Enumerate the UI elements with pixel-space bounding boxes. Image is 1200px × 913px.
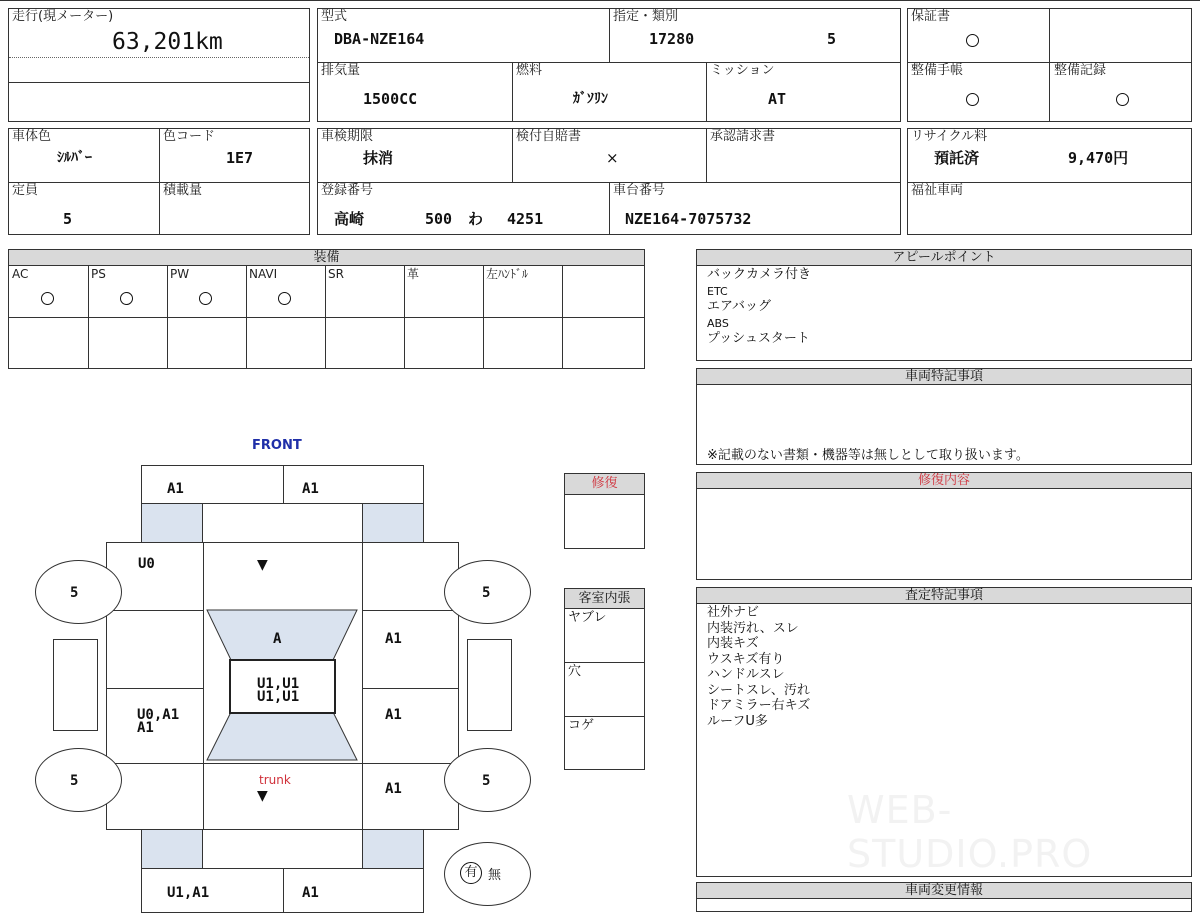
transmission-label: ミッション bbox=[710, 63, 775, 78]
rear-left-pillar bbox=[141, 829, 203, 869]
right-front-door-grade: A1 bbox=[385, 631, 402, 647]
appeal-line: バックカメラ付き bbox=[707, 267, 812, 282]
divider bbox=[1049, 9, 1050, 121]
designation-value-1: 17280 bbox=[649, 30, 695, 48]
divider bbox=[318, 62, 900, 63]
repair-detail-title: 修復内容 bbox=[697, 473, 1191, 489]
equipment-item-label: PW bbox=[170, 267, 190, 281]
body-color-label: 車体色 bbox=[12, 129, 52, 144]
front-right-grade: A1 bbox=[302, 481, 319, 497]
repair-label: 修復 bbox=[565, 474, 644, 495]
divider bbox=[363, 610, 459, 611]
dotted-divider bbox=[9, 57, 309, 58]
top-edge bbox=[0, 0, 1200, 1]
tire-rear-left bbox=[35, 748, 122, 812]
registration-kana: わ bbox=[468, 210, 484, 228]
maint-record-label: 整備記録 bbox=[1054, 63, 1107, 78]
recycle-label: リサイクル料 bbox=[911, 129, 988, 144]
roof-grade-2: U1,U1 bbox=[257, 689, 300, 705]
roof-grade: U1,U1 bbox=[257, 676, 300, 692]
repair-box bbox=[564, 473, 645, 549]
divider bbox=[706, 129, 707, 182]
equipment-item-label: NAVI bbox=[249, 267, 278, 281]
equipment-circle-icon bbox=[278, 292, 291, 305]
color-box bbox=[8, 128, 310, 235]
interior-title: 客室内張 bbox=[565, 589, 644, 609]
appeal-line: プッシュスタート bbox=[707, 331, 810, 346]
divider bbox=[203, 543, 204, 829]
designation-label: 指定・類別 bbox=[613, 9, 679, 24]
rear-right-pillar bbox=[362, 829, 424, 869]
hood-top bbox=[202, 503, 363, 543]
equipment-circle-icon bbox=[199, 292, 212, 305]
chassis-label: 車台番号 bbox=[613, 183, 666, 198]
roof-front-grade: A bbox=[273, 631, 282, 647]
equipment-item-label: 左ﾊﾝﾄﾞﾙ bbox=[486, 267, 529, 281]
divider bbox=[283, 869, 284, 912]
maint-record-circle-icon bbox=[1116, 93, 1129, 106]
divider bbox=[706, 62, 707, 122]
appeal-line: エアバッグ bbox=[707, 299, 771, 314]
insurance-label: 検付自賠書 bbox=[516, 129, 582, 144]
tire-front-left-value: 5 bbox=[70, 585, 79, 601]
chassis-value: NZE164-7075732 bbox=[625, 210, 752, 228]
warranty-box bbox=[907, 8, 1192, 122]
rear-left-grade: U1,A1 bbox=[167, 885, 210, 901]
vehicle-notes-panel bbox=[696, 368, 1192, 465]
vehicle-notes-text: ※記載のない書類・機器等は無しとして取り扱います。 bbox=[707, 448, 1029, 463]
divider bbox=[9, 182, 309, 183]
tire-rear-right-value: 5 bbox=[482, 773, 491, 789]
welfare-label: 福祉車両 bbox=[911, 183, 964, 198]
appraisal-line: ウスキズ有り bbox=[707, 651, 785, 667]
divider bbox=[512, 62, 513, 122]
mileage-value: 63,201km bbox=[112, 29, 223, 55]
equipment-title: 装備 bbox=[9, 250, 644, 266]
tire-front-right-value: 5 bbox=[482, 585, 491, 601]
model-box bbox=[317, 8, 901, 122]
equipment-item-label: AC bbox=[12, 267, 29, 281]
registration-class: 500 bbox=[425, 210, 453, 228]
equipment-item-label: PS bbox=[91, 267, 106, 281]
equipment-table bbox=[8, 249, 645, 369]
divider bbox=[565, 662, 644, 663]
appeal-title: アピールポイント bbox=[697, 250, 1191, 266]
appraisal-line: シートスレ、汚れ bbox=[707, 682, 810, 698]
inspection-value: 抹消 bbox=[363, 149, 394, 167]
color-code-label: 色コード bbox=[163, 129, 216, 144]
divider bbox=[512, 129, 513, 182]
hood-left-grade: U0 bbox=[138, 556, 155, 572]
maint-book-circle-icon bbox=[966, 93, 979, 106]
divider bbox=[609, 182, 610, 234]
equipment-item-label: SR bbox=[328, 267, 344, 281]
appraisal-title: 査定特記事項 bbox=[697, 588, 1191, 604]
model-label: 型式 bbox=[321, 9, 348, 24]
hood-marker-icon: ▼ bbox=[257, 557, 268, 573]
front-left-pillar bbox=[141, 503, 203, 543]
car-diagram bbox=[0, 430, 560, 900]
change-info-panel bbox=[696, 882, 1192, 912]
load-label: 積載量 bbox=[163, 183, 203, 198]
appraisal-panel bbox=[696, 587, 1192, 877]
tire-front-left bbox=[35, 560, 122, 624]
left-rear-door-grade-2: A1 bbox=[137, 720, 154, 736]
insurance-value: × bbox=[606, 149, 619, 167]
registration-number: 4251 bbox=[507, 210, 544, 228]
appraisal-line: 内装キズ bbox=[707, 636, 759, 651]
mileage-box bbox=[8, 8, 310, 122]
equipment-circle-icon bbox=[41, 292, 54, 305]
trunk-lid bbox=[202, 829, 363, 869]
inspection-box bbox=[317, 128, 901, 235]
equipment-circle-icon bbox=[120, 292, 133, 305]
displacement-value: 1500CC bbox=[363, 90, 418, 108]
appeal-line: ABS bbox=[707, 317, 729, 330]
recycle-box bbox=[907, 128, 1192, 235]
divider bbox=[362, 543, 363, 829]
vehicle-notes-title: 車両特記事項 bbox=[697, 369, 1191, 385]
appraisal-line: ハンドルスレ bbox=[707, 667, 785, 682]
registration-label: 登録番号 bbox=[321, 183, 374, 198]
transmission-value: AT bbox=[768, 90, 787, 108]
recycle-status: 預託済 bbox=[934, 149, 980, 167]
rear-right-grade: A1 bbox=[302, 885, 319, 901]
divider bbox=[107, 610, 203, 611]
registration-place: 高崎 bbox=[334, 210, 365, 228]
divider bbox=[107, 763, 459, 764]
warranty-circle-icon bbox=[966, 34, 979, 47]
appraisal-line: 内装汚れ、スレ bbox=[707, 620, 799, 636]
appraisal-line: ルーフU多 bbox=[707, 713, 768, 729]
divider bbox=[565, 716, 644, 717]
tire-rear-left-value: 5 bbox=[70, 773, 79, 789]
repair-detail-panel bbox=[696, 472, 1192, 580]
color-code-value: 1E7 bbox=[226, 149, 254, 167]
equipment-item-label: 革 bbox=[407, 267, 420, 281]
spare-no: 無 bbox=[488, 868, 502, 883]
trunk-label: trunk bbox=[259, 773, 291, 787]
appraisal-line: ドアミラー右キズ bbox=[707, 698, 811, 713]
right-quarter-grade: A1 bbox=[385, 781, 402, 797]
interior-row: ヤブレ bbox=[568, 610, 607, 625]
divider bbox=[283, 466, 284, 503]
maint-book-label: 整備手帳 bbox=[911, 63, 964, 78]
interior-row: 穴 bbox=[568, 664, 582, 679]
left-rear-door-grade: U0,A1 bbox=[137, 707, 180, 723]
approval-label: 承認請求書 bbox=[710, 129, 776, 144]
model-value: DBA-NZE164 bbox=[334, 30, 425, 48]
body-color-value: ｼﾙﾊﾞｰ bbox=[57, 150, 92, 166]
right-rear-door-grade: A1 bbox=[385, 707, 402, 723]
front-left-grade: A1 bbox=[167, 481, 184, 497]
left-mirror bbox=[53, 639, 98, 731]
appeal-line: ETC bbox=[707, 285, 728, 298]
right-mirror bbox=[467, 639, 512, 731]
displacement-label: 排気量 bbox=[321, 63, 361, 78]
recycle-amount: 9,470円 bbox=[1068, 149, 1129, 167]
divider bbox=[363, 688, 459, 689]
designation-value-2: 5 bbox=[827, 30, 837, 48]
front-label: FRONT bbox=[252, 438, 302, 453]
watermark: WEB-STUDIO.PRO bbox=[847, 788, 1093, 876]
inspection-label: 車検期限 bbox=[321, 129, 374, 144]
divider bbox=[609, 9, 610, 62]
change-info-title: 車両変更情報 bbox=[697, 883, 1191, 899]
mileage-label: 走行(現メーター) bbox=[12, 9, 114, 24]
fuel-label: 燃料 bbox=[516, 63, 543, 78]
capacity-label: 定員 bbox=[12, 183, 39, 198]
divider bbox=[9, 317, 644, 318]
spare-yes-circle: 有 bbox=[460, 862, 482, 884]
divider bbox=[107, 688, 203, 689]
appeal-panel bbox=[696, 249, 1192, 361]
interior-box bbox=[564, 588, 645, 770]
front-right-pillar bbox=[362, 503, 424, 543]
trunk-marker-icon: ▼ bbox=[257, 788, 268, 804]
interior-row: コゲ bbox=[568, 718, 595, 733]
warranty-label: 保証書 bbox=[911, 9, 951, 24]
divider bbox=[9, 82, 309, 83]
fuel-value: ｶﾞｿﾘﾝ bbox=[573, 91, 608, 107]
capacity-value: 5 bbox=[63, 210, 73, 228]
appraisal-line: 社外ナビ bbox=[707, 605, 760, 620]
